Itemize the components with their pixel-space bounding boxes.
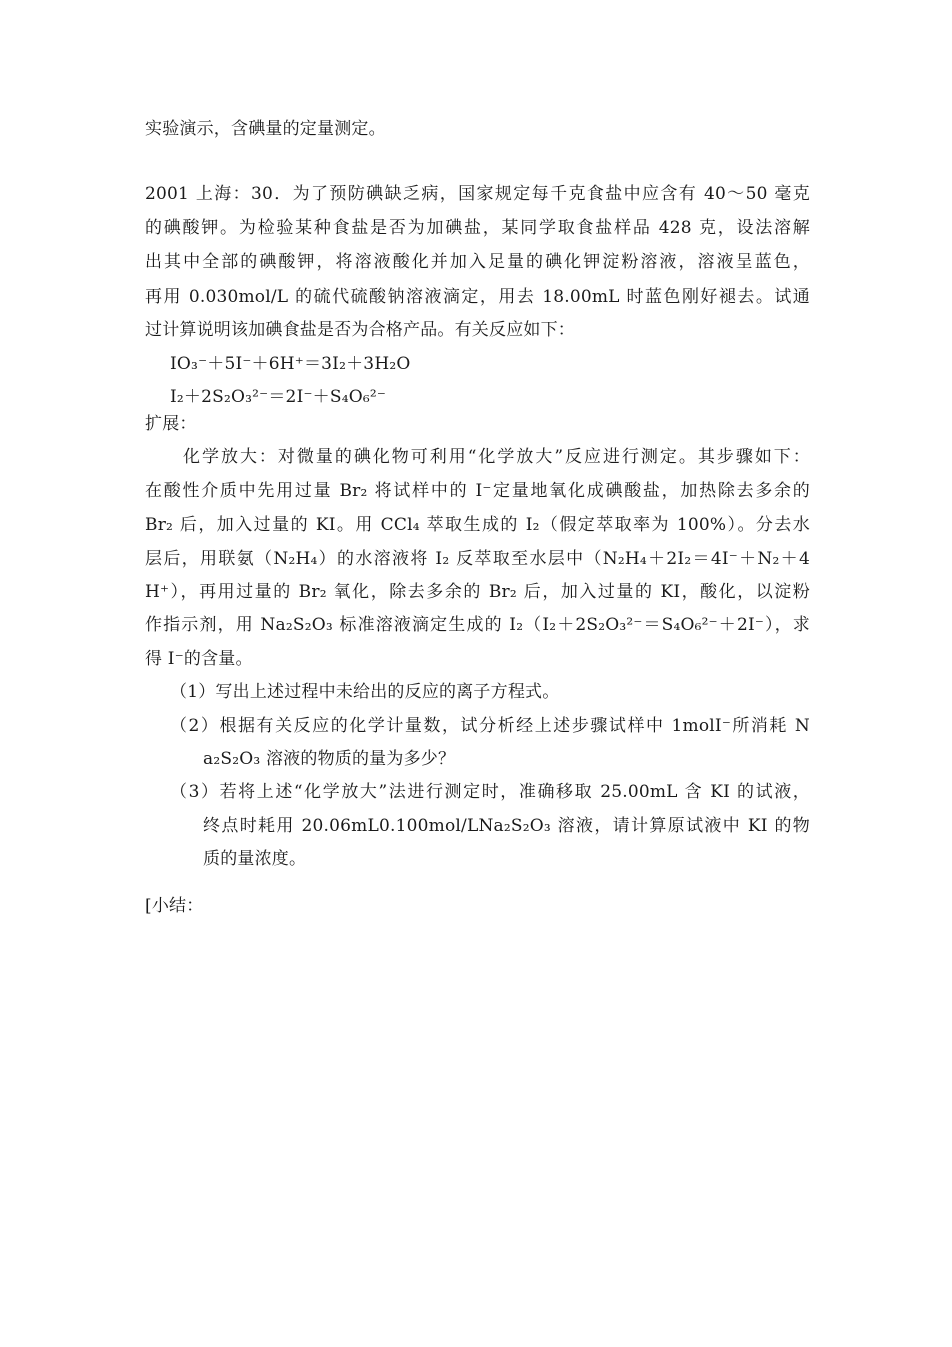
question-3-line-1: （3）若将上述“化学放大”法进行测定时，准确移取 25.00mL 含 KI 的试液， [170,782,810,802]
equation-2: I₂＋2S₂O₃²⁻＝2I⁻＋S₄O₆²⁻ [170,387,387,407]
question-1: （1）写出上述过程中未给出的反应的离子方程式。 [170,682,560,702]
question-2-line-2: a₂S₂O₃ 溶液的物质的量为多少？ [203,749,456,769]
problem-line-4: 再用 0.030mol/L 的硫代硫酸钠溶液滴定，用去 18.00mL 时蓝色刚好褪去。试通 [145,287,810,307]
header-line: 实验演示，含碘量的定量测定。 [145,119,386,139]
equation-1: IO₃⁻＋5I⁻＋6H⁺＝3I₂＋3H₂O [170,354,411,374]
extension-line-4: 层后，用联氨（N₂H₄）的水溶液将 I₂ 反萃取至水层中（N₂H₄＋2I₂＝4I⁻＋N₂＋4 [145,549,810,569]
summary-label: [小结： [145,896,204,916]
extension-line-5: H⁺），再用过量的 Br₂ 氧化，除去多余的 Br₂ 后，加入过量的 KI，酸化，以淀粉 [145,582,810,602]
extension-line-2: 在酸性介质中先用过量 Br₂ 将试样中的 I⁻定量地氧化成碘酸盐，加热除去多余的 [145,481,810,501]
extension-label: 扩展： [145,414,197,434]
question-3-line-2: 终点时耗用 20.06mL0.100mol/LNa₂S₂O₃ 溶液，请计算原试液中 KI 的物 [203,816,810,836]
extension-line-1: 化学放大：对微量的碘化物可利用“化学放大”反应进行测定。其步骤如下： [183,447,810,467]
problem-line-5: 过计算说明该加碘食盐是否为合格产品。有关反应如下： [145,320,575,340]
problem-line-1: 2001 上海：30．为了预防碘缺乏病，国家规定每千克食盐中应含有 40～50 毫克 [145,184,810,204]
extension-line-6: 作指示剂，用 Na₂S₂O₃ 标准溶液滴定生成的 I₂（I₂＋2S₂O₃²⁻＝S₄O₆²⁻＋2I⁻），求 [145,615,810,635]
question-2-line-1: （2）根据有关反应的化学计量数，试分析经上述步骤试样中 1molI⁻所消耗 N [170,716,810,736]
problem-line-2: 的碘酸钾。为检验某种食盐是否为加碘盐，某同学取食盐样品 428 克，设法溶解 [145,218,810,238]
extension-line-3: Br₂ 后，加入过量的 KI。用 CCl₄ 萃取生成的 I₂（假定萃取率为 100%）。分去水 [145,515,810,535]
problem-line-3: 出其中全部的碘酸钾，将溶液酸化并加入足量的碘化钾淀粉溶液，溶液呈蓝色， [145,252,810,272]
extension-line-7: 得 I⁻的含量。 [145,649,253,669]
question-3-line-3: 质的量浓度。 [203,849,307,869]
